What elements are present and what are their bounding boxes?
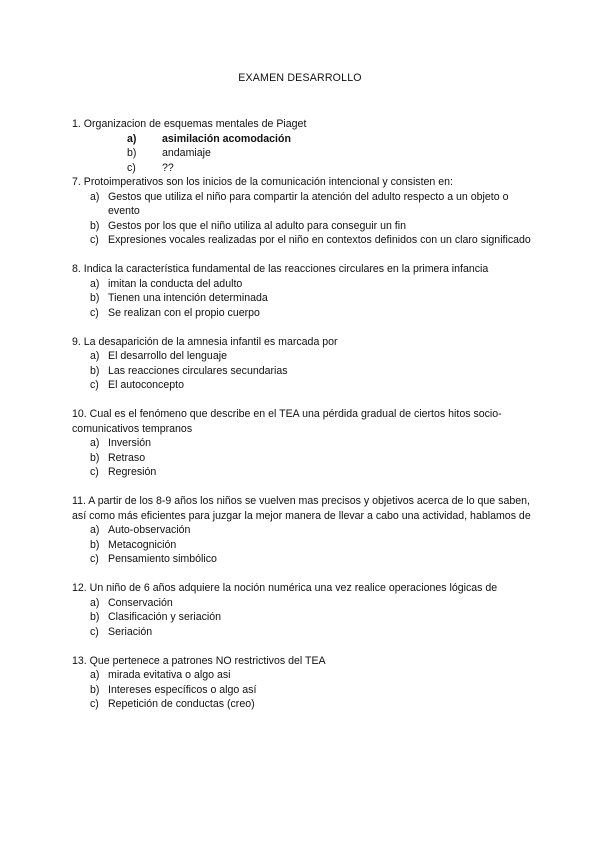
option-text: Intereses específicos o algo así — [108, 683, 257, 696]
option-b — [72, 291, 532, 306]
option-letter: b) — [90, 538, 100, 551]
option-letter: b) — [127, 147, 137, 159]
option-list — [72, 436, 532, 480]
option-letter: a) — [90, 437, 100, 449]
option-text: Retraso — [108, 451, 146, 464]
question-text: 9. La desaparición de la amnesia infantil es marcada por — [72, 335, 338, 348]
option-letter: c) — [90, 234, 99, 246]
option-text: El desarrollo del lenguaje — [108, 350, 227, 362]
option-a — [72, 668, 532, 683]
option-c — [72, 378, 532, 393]
option-a — [72, 523, 532, 538]
question-9 — [72, 335, 532, 393]
option-letter: b) — [90, 611, 100, 623]
question-7 — [72, 175, 532, 248]
question-text: 13. Que pertenece a patrones NO restrictivos del TEA — [72, 654, 326, 667]
page-title: EXAMEN DESARROLLO — [238, 72, 362, 84]
option-letter: a) — [127, 132, 137, 145]
option-b — [72, 538, 532, 553]
option-c — [72, 465, 532, 480]
option-letter: c) — [90, 553, 99, 565]
option-b — [72, 610, 532, 625]
option-letter: a) — [90, 350, 100, 362]
question-1 — [72, 117, 532, 175]
option-text: Metacognición — [108, 538, 177, 551]
option-text: Gestos por los que el niño utiliza al adulto para conseguir un fin — [108, 219, 406, 232]
option-text: Regresión — [108, 466, 157, 478]
option-a — [72, 436, 532, 451]
option-list — [72, 668, 532, 712]
option-letter: b) — [90, 292, 100, 304]
question-8 — [72, 262, 532, 320]
option-list — [72, 523, 532, 567]
question-text: 8. Indica la característica fundamental de las reacciones circulares en la primera infancia — [72, 263, 489, 275]
option-text: Inversión — [108, 437, 151, 449]
option-letter: c) — [90, 466, 99, 478]
option-text: Repetición de conductas (creo) — [108, 698, 255, 710]
option-c — [72, 552, 532, 567]
option-b — [72, 451, 532, 466]
option-c — [72, 306, 532, 321]
option-a — [72, 190, 532, 219]
option-letter: c) — [90, 379, 99, 391]
option-list — [72, 277, 532, 321]
spacer — [72, 248, 532, 263]
exam-content — [72, 117, 532, 712]
option-letter: c) — [90, 306, 99, 319]
question-text: 10. Cual es el fenómeno que describe en el TEA una pérdida gradual de ciertos hitos socio-comunicativos tempranos — [72, 408, 502, 435]
option-list — [72, 349, 532, 393]
option-b — [72, 146, 532, 161]
spacer — [72, 567, 532, 582]
option-letter: a) — [90, 669, 100, 681]
option-letter: a) — [90, 190, 100, 203]
option-a — [72, 277, 532, 292]
option-text: asimilación acomodación — [162, 132, 291, 145]
option-c — [72, 697, 532, 712]
option-letter: a) — [90, 596, 100, 609]
option-c — [72, 625, 532, 640]
option-b — [72, 683, 532, 698]
option-list — [72, 190, 532, 248]
question-text: 1. Organizacion de esquemas mentales de Piaget — [72, 118, 307, 130]
option-text: Auto-observación — [108, 524, 191, 536]
option-letter: c) — [90, 625, 99, 638]
question-11 — [72, 494, 532, 567]
option-text: Conservación — [108, 596, 173, 609]
option-text: Tienen una intención determinada — [108, 292, 268, 304]
option-letter: b) — [90, 219, 100, 232]
option-list — [72, 132, 532, 176]
option-b — [72, 219, 532, 234]
option-text: Clasificación y seriación — [108, 611, 222, 623]
option-a — [72, 132, 532, 147]
option-letter: b) — [90, 364, 100, 377]
question-text: 7. Protoimperativos son los inicios de la comunicación intencional y consisten en: — [72, 176, 453, 188]
option-text: Las reacciones circulares secundarias — [108, 364, 288, 377]
option-letter: b) — [90, 683, 100, 696]
option-text: ?? — [162, 161, 174, 174]
spacer — [72, 480, 532, 495]
option-c — [72, 233, 532, 248]
option-a — [72, 349, 532, 364]
option-text: Expresiones vocales realizadas por el niño en contextos definidos con un claro significado — [108, 234, 531, 246]
option-text: Pensamiento simbólico — [108, 553, 217, 565]
option-list — [72, 596, 532, 640]
spacer — [72, 320, 532, 335]
question-12 — [72, 581, 532, 639]
option-a — [72, 596, 532, 611]
option-text: Se realizan con el propio cuerpo — [108, 306, 260, 319]
option-b — [72, 364, 532, 379]
option-c — [72, 161, 532, 176]
option-text: mirada evitativa o algo asi — [108, 669, 231, 681]
question-text: 12. Un niño de 6 años adquiere la noción numérica una vez realice operaciones lógicas de — [72, 582, 498, 594]
option-letter: c) — [90, 698, 99, 710]
spacer — [72, 393, 532, 408]
option-text: El autoconcepto — [108, 379, 184, 391]
option-text: Gestos que utiliza el niño para compartir la atención del adulto respecto a un objeto o evento — [108, 190, 509, 217]
option-letter: a) — [90, 524, 100, 536]
option-text: imitan la conducta del adulto — [108, 277, 243, 290]
option-text: andamiaje — [162, 147, 211, 159]
question-13 — [72, 654, 532, 712]
option-letter: a) — [90, 277, 100, 290]
question-10 — [72, 407, 532, 480]
option-letter: c) — [127, 161, 136, 174]
option-text: Seriación — [108, 625, 153, 638]
question-text: 11. A partir de los 8-9 años los niños se vuelven mas precisos y objetivos acerca de lo que saben, así como más eficientes para juzgar la mejor manera de llevar a cabo una actividad, hablamos de — [72, 495, 531, 522]
spacer — [72, 639, 532, 654]
option-letter: b) — [90, 451, 100, 464]
